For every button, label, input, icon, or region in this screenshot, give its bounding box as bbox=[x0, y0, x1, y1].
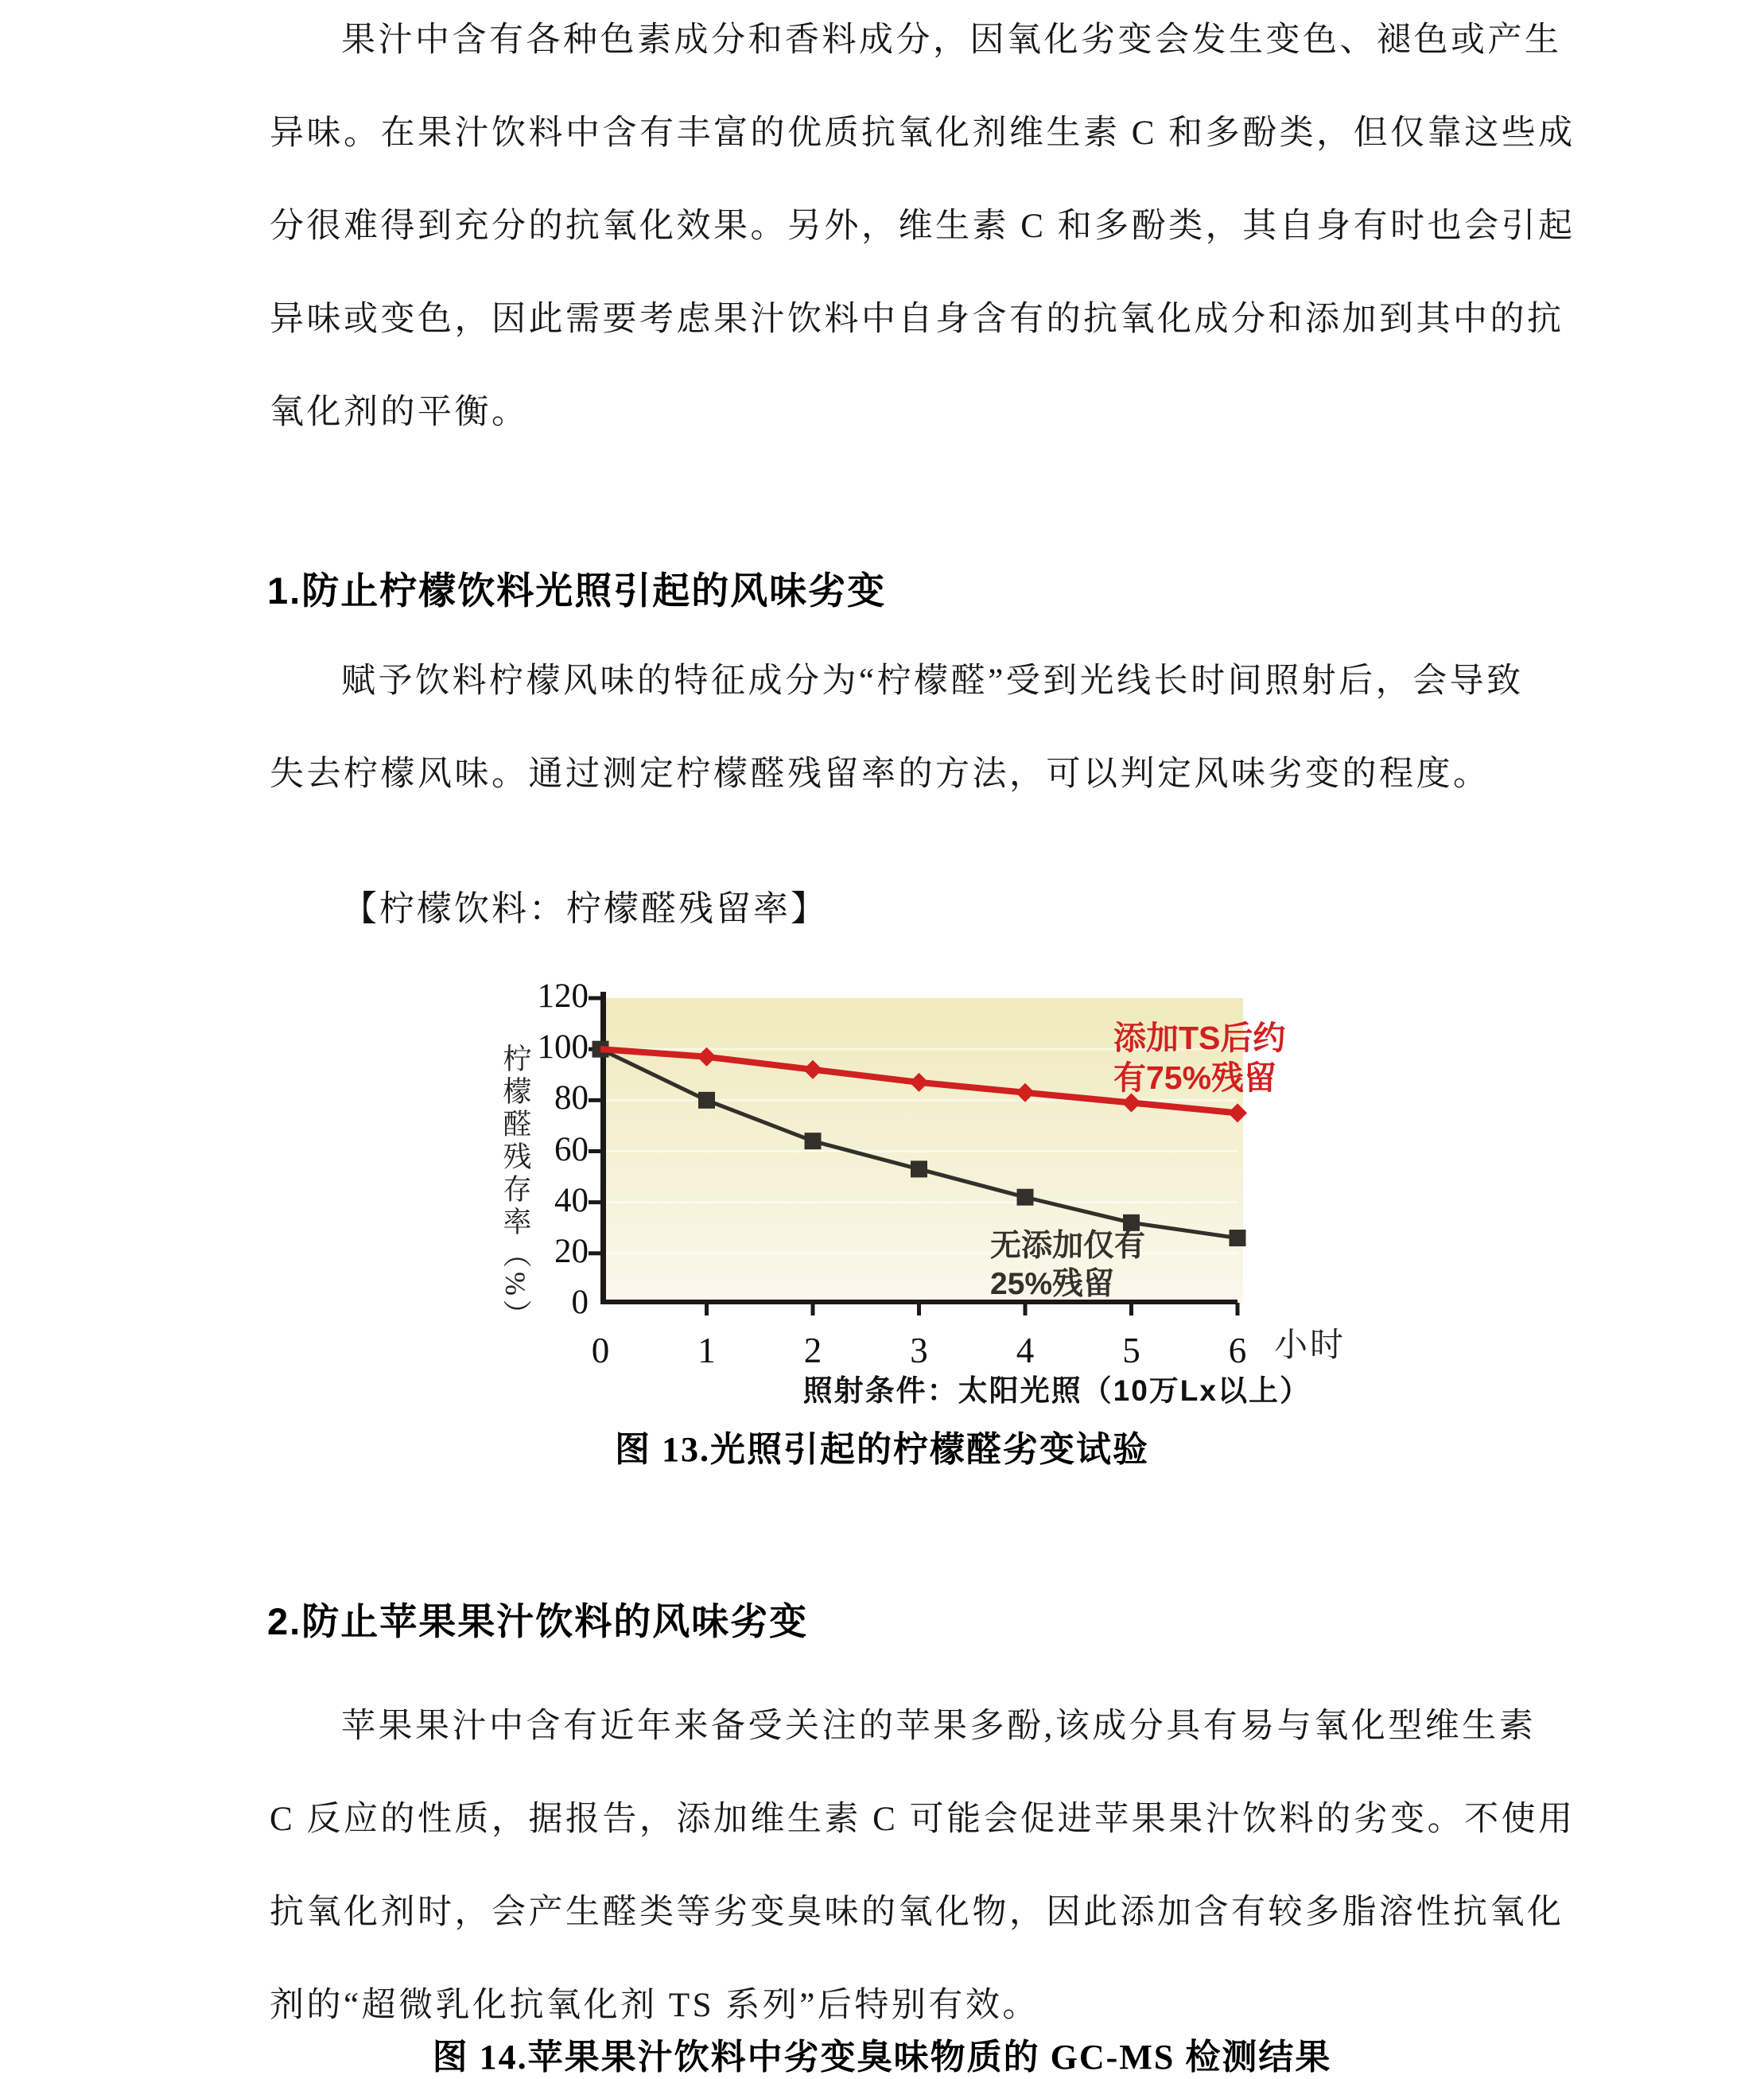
figure14-caption: 图 14.苹果果汁饮料中劣变臭味物质的 GC-MS 检测结果 bbox=[432, 2038, 1332, 2077]
section-heading-2: 2.防止苹果果汁饮料的风味劣变 bbox=[267, 1600, 809, 1642]
body-text-line: C 反应的性质，据报告，添加维生素 C 可能会促进苹果果汁饮料的劣变。不使用 bbox=[270, 1801, 1576, 1838]
annotation-ts-series bbox=[1113, 1018, 1285, 1098]
x-tick-label: 0 bbox=[591, 1331, 610, 1370]
body-text-line: 失去柠檬风味。通过测定柠檬醛残留率的方法，可以判定风味劣变的程度。 bbox=[270, 756, 1490, 793]
y-tick-label: 20 bbox=[554, 1232, 589, 1270]
y-axis-title: 柠檬醛残存率（%） bbox=[499, 1043, 531, 1332]
data-point-marker bbox=[698, 1092, 715, 1109]
annotation-no-additive-series bbox=[990, 1227, 1145, 1304]
body-text-line: 异味或变色，因此需要考虑果汁饮料中自身含有的抗氧化成分和添加到其中的抗 bbox=[270, 301, 1564, 338]
data-point-marker bbox=[911, 1160, 927, 1177]
body-text-line: 异味。在果汁饮料中含有丰富的优质抗氧化剂维生素 C 和多酚类，但仅靠这些成 bbox=[270, 115, 1576, 152]
figure13-caption: 图 13.光照引起的柠檬醛劣变试验 bbox=[615, 1430, 1149, 1469]
body-text-line: 氧化剂的平衡。 bbox=[270, 394, 529, 431]
annotation-line: 有75%残留 bbox=[1113, 1059, 1277, 1096]
body-text-line: 抗氧化剂时，会产生醛类等劣变臭味的氧化物，因此添加含有较多脂溶性抗氧化 bbox=[270, 1894, 1564, 1931]
body-text-line: 分很难得到充分的抗氧化效果。另外，维生素 C 和多酚类，其自身有时也会引起 bbox=[270, 208, 1576, 245]
y-tick-label: 100 bbox=[537, 1028, 589, 1067]
figure13-line-chart bbox=[477, 954, 1416, 1420]
annotation-line: 添加TS后约 bbox=[1113, 1020, 1286, 1056]
x-tick-label: 6 bbox=[1228, 1331, 1247, 1370]
annotation-line: 25%残留 bbox=[990, 1267, 1115, 1301]
y-tick-label: 40 bbox=[554, 1181, 589, 1219]
x-axis-title: 小时 bbox=[1274, 1327, 1346, 1364]
figure13-title-label: 【柠檬饮料：柠檬醛残留率】 bbox=[342, 889, 828, 928]
irradiation-condition-note: 照射条件：太阳光照（10万Lx以上） bbox=[802, 1374, 1311, 1407]
x-tick-label: 5 bbox=[1122, 1331, 1140, 1370]
data-point-marker bbox=[1230, 1230, 1246, 1246]
x-tick-label: 3 bbox=[910, 1331, 928, 1370]
data-point-marker bbox=[909, 1073, 928, 1092]
y-tick-label: 80 bbox=[554, 1079, 589, 1117]
data-point-marker bbox=[805, 1133, 822, 1149]
annotation-line: 无添加仅有 bbox=[990, 1229, 1146, 1263]
y-tick-label: 0 bbox=[571, 1284, 589, 1321]
data-point-marker bbox=[803, 1060, 822, 1079]
x-tick-label: 2 bbox=[803, 1331, 822, 1370]
x-tick-label: 1 bbox=[697, 1331, 716, 1370]
body-text-line: 果汁中含有各种色素成分和香料成分，因氧化劣变会发生变色、褪色或产生 bbox=[341, 21, 1562, 59]
body-text-line: 赋予饮料柠檬风味的特征成分为“柠檬醛”受到光线长时间照射后，会导致 bbox=[341, 663, 1524, 700]
y-tick-label: 120 bbox=[537, 977, 589, 1015]
x-tick-label: 4 bbox=[1016, 1331, 1035, 1370]
body-text-line: 剂的“超微乳化抗氧化剂 TS 系列”后特别有效。 bbox=[270, 1987, 1039, 2024]
data-point-marker bbox=[1017, 1189, 1034, 1206]
section-heading-1: 1.防止柠檬饮料光照引起的风味劣变 bbox=[267, 569, 887, 612]
data-point-marker bbox=[1228, 1103, 1247, 1122]
body-text-line: 苹果果汁中含有近年来备受关注的苹果多酚,该成分具有易与氧化型维生素 bbox=[341, 1708, 1537, 1745]
y-tick-label: 60 bbox=[554, 1130, 589, 1168]
